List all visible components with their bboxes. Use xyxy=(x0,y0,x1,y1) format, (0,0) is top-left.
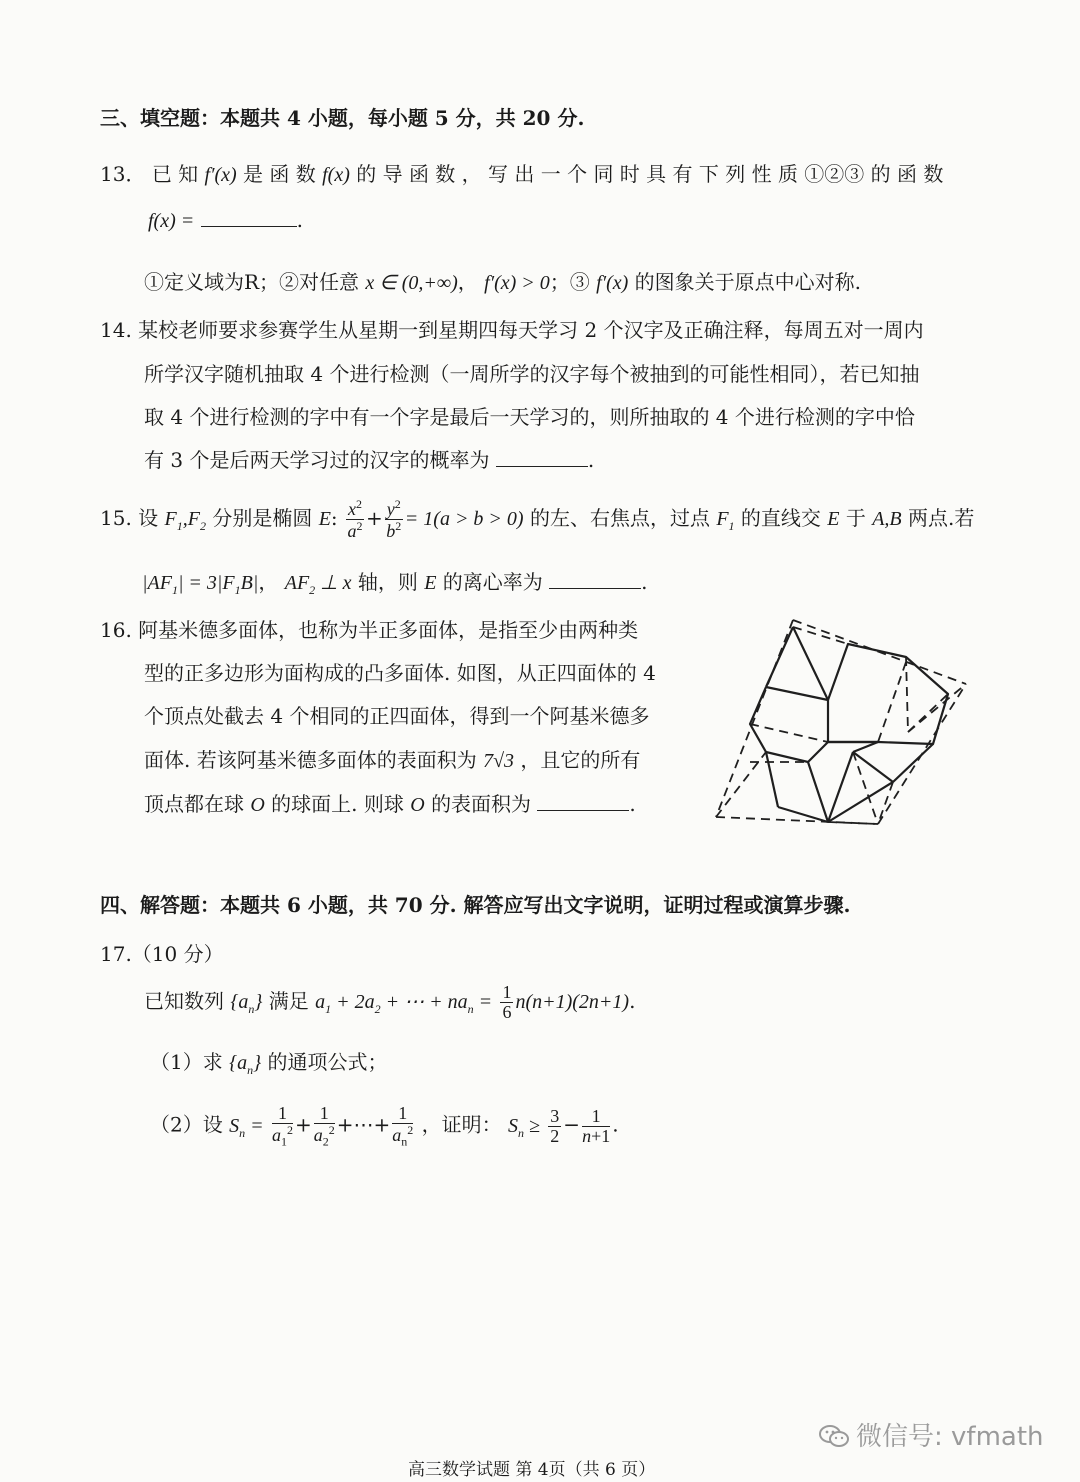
q17-given-b: 满足 xyxy=(268,988,309,1013)
q15-math-e: E xyxy=(827,507,840,530)
q15-answer-blank[interactable] xyxy=(549,587,641,589)
question-17-number: 17.（10 分） xyxy=(100,942,224,966)
q15-math-ellipse-name: E xyxy=(318,507,331,530)
q17-frac-2: $\frac{1}{a_2^2}$ xyxy=(313,1103,335,1149)
q16-math-o1: O xyxy=(250,794,265,816)
figure-hidden-edge xyxy=(793,627,848,644)
q17-part1-b: 的通项公式； xyxy=(267,1050,388,1074)
archimedean-polyhedron-figure xyxy=(708,612,973,832)
figure-hidden-edge xyxy=(853,752,878,824)
q13-math-fprime-2: f′(x) xyxy=(596,272,629,294)
q15-line2-c: 的离心率为 xyxy=(442,570,543,594)
q17-frac-n: $\frac{1}{a_n^2}$ xyxy=(392,1103,414,1149)
question-13-line-1 xyxy=(100,162,943,187)
q13-math-domain: x ∈ (0,+∞) xyxy=(365,272,458,294)
q17-math-rhs: n(n+1)(2n+1) xyxy=(515,990,630,1013)
section-4-heading: 四、解答题：本题共 6 小题，共 70 分. 解答应写出文字说明，证明过程或演算步骤. xyxy=(100,893,851,917)
q15-text-a: 分别是椭圆 xyxy=(212,505,313,530)
figure-solid-edge xyxy=(808,762,828,822)
q15-math-ab: A,B xyxy=(872,507,902,530)
q15-line2-a: ， xyxy=(258,570,279,594)
q17-part1-a: （1）求 xyxy=(150,1050,223,1074)
wechat-watermark xyxy=(818,1416,1044,1453)
q16-line5-a: 顶点都在球 xyxy=(144,792,244,816)
q15-math-e2: E xyxy=(424,572,437,594)
question-16-line-4 xyxy=(144,748,640,773)
question-16-line-5: 顶点都在球 O 的球面上. 则球 O 的表面积为 . xyxy=(144,792,636,816)
q17-frac-inverse: $\frac{1}{n+1}$ xyxy=(582,1105,611,1146)
figure-hidden-edge xyxy=(716,620,793,817)
figure-hidden-edge xyxy=(906,657,908,732)
q17-math-sn: $S_n$ = xyxy=(229,1114,264,1140)
q15-text-c: 的直线交 xyxy=(740,505,821,530)
q16-math-o2: O xyxy=(410,794,425,816)
figure-solid-edge xyxy=(778,807,828,822)
q13-math-positive: f′(x) > 0 xyxy=(484,272,550,294)
q13-props-b: ， xyxy=(457,270,478,294)
figure-solid-edge xyxy=(853,742,878,752)
q17-part2-b: ，证明： xyxy=(421,1112,502,1137)
figure-solid-edge xyxy=(828,782,893,822)
q16-answer-blank[interactable] xyxy=(537,809,629,811)
question-15-line-2: $|AF_1| = 3|F_1B|$， $AF_2$ ⊥ x 轴，则 E 的离心率为 . xyxy=(142,570,648,597)
q17-frac-1: $\frac{1}{a_1^2}$ xyxy=(271,1103,293,1149)
figure-hidden-edge xyxy=(750,724,828,742)
q17-given-a: 已知数列 xyxy=(144,988,224,1013)
q17-frac-sixth: $\frac{1}{6}$ xyxy=(502,982,512,1022)
watermark-text: 微信号: vfmath xyxy=(856,1422,1044,1452)
figure-solid-edge xyxy=(893,744,933,782)
q15-math-cond: = 1(a > b > 0) xyxy=(404,507,524,530)
q13-text-c: 的 导 函 数 ， 写 出 一 个 同 时 具 有 下 列 性 质 ①②③ 的 函 数 xyxy=(356,162,944,186)
q15-number: 15. 设 xyxy=(100,505,159,530)
q16-line4-a: 面体. 若该阿基米德多面体的表面积为 xyxy=(144,748,477,772)
question-16-line-1: 16. 阿基米德多面体，也称为半正多面体，是指至少由两种类 xyxy=(100,618,639,642)
question-17-given: 已知数列 $\{a_n\}$ 满足 $a_1 + 2a_2$ + ⋯ + $na_n$ = $\frac{1}{6}$ n(n+1)(2n+1). xyxy=(144,982,636,1022)
q15-text-e: 两点.若 xyxy=(907,505,975,530)
q17-part2-a: （2）设 xyxy=(150,1112,223,1137)
figure-hidden-edge xyxy=(878,782,893,824)
figure-hidden-edge xyxy=(908,684,966,732)
section-3-heading: 三、填空题：本题共 4 小题，每小题 5 分，共 20 分. xyxy=(100,106,585,130)
figure-hidden-edge xyxy=(716,817,878,824)
q17-math-seq-2: $\{a_n\}$ xyxy=(229,1052,262,1077)
question-13-line-2: f(x) = . xyxy=(148,208,303,232)
q15-math-foci: $F_1,F_2$ xyxy=(164,507,206,533)
q15-frac-y: $\frac{y^2}{b^2}$ xyxy=(386,497,402,541)
q13-text-b: 是 函 数 xyxy=(243,162,316,186)
wechat-icon xyxy=(818,1423,850,1449)
q15-line2-b: 轴，则 xyxy=(357,570,418,594)
q13-math-fprime: f′(x) xyxy=(204,164,237,186)
question-16-line-2: 型的正多边形为面构成的凸多面体. 如图，从正四面体的 4 xyxy=(144,661,656,685)
figure-hidden-edge xyxy=(878,662,906,742)
q13-props-c: ；③ xyxy=(549,270,590,294)
q16-math-area: 7√3 xyxy=(483,750,515,772)
q14-answer-blank[interactable] xyxy=(496,465,588,467)
figure-solid-outline xyxy=(750,644,948,762)
q16-line4-b: ，且它的所有 xyxy=(520,748,641,772)
question-14-line-1: 14. 某校老师要求参赛学生从星期一到星期四每天学习 2 个汉字及正确注释，每周五对一周内 xyxy=(100,318,924,342)
figure-solid-edge xyxy=(828,752,853,822)
figure-solid-edge xyxy=(793,627,828,700)
q14-text: 有 3 个是后两天学习过的汉字的概率为 xyxy=(144,448,490,472)
figure-solid-edge xyxy=(766,752,778,807)
q15-text-b: 的左、右焦点，过点 xyxy=(529,505,710,530)
q17-math-ineq: $S_n$ ≥ xyxy=(507,1114,540,1140)
q13-props-a: ①定义域为R；②对任意 xyxy=(144,270,360,294)
page-footer: 高三数学试题 第 4页（共 6 页） xyxy=(408,1460,656,1480)
q13-props-d: 的图象关于原点中心对称. xyxy=(634,270,861,294)
q15-math-f1: $F_1$ xyxy=(716,507,735,533)
q13-fx-eq: f(x) = xyxy=(148,210,195,232)
q16-line5-c: 的表面积为 xyxy=(431,792,532,816)
question-15-line-1: 15. 设 $F_1,F_2$ 分别是椭圆 E: $\frac{x^2}{a^2}$ + $\frac{y^2}{b^2}$ = 1(a > b > 0) 的左、右焦点，过点 $F_1$ 的直线交 E 于 A,B 两点.若 xyxy=(100,497,975,541)
question-14-line-3: 取 4 个进行检测的字中有一个字是最后一天学习的，则所抽取的 4 个进行检测的字中恰 xyxy=(144,405,915,429)
question-14-line-4: 有 3 个是后两天学习过的汉字的概率为 . xyxy=(144,448,595,472)
q15-math-ratio: $|AF_1| = 3|F_1B|$ xyxy=(142,572,259,597)
question-17-part-2: （2）设 $S_n$ = $\frac{1}{a_1^2}$ + $\frac{1}{a_2^2}$ +⋯+ $\frac{1}{a_n^2}$ ，证明： $S_n$ ≥ $\frac{3}{2}$ − $\frac{1}{n+1}$ . xyxy=(150,1103,619,1149)
q13-answer-blank[interactable] xyxy=(201,225,297,227)
q16-line5-b: 的球面上. 则球 xyxy=(271,792,404,816)
question-13-properties xyxy=(144,270,861,295)
figure-hidden-edge xyxy=(793,620,966,684)
q13-math-f: f(x) xyxy=(322,164,350,186)
q15-text-d: 于 xyxy=(845,505,866,530)
question-13-number: 13． xyxy=(100,162,146,186)
q15-math-perp: $AF_2$ ⊥ x xyxy=(284,572,352,597)
q17-math-sum: $a_1 + 2a_2$ + ⋯ + $na_n$ = xyxy=(315,990,493,1016)
q17-math-seq: $\{a_n\}$ xyxy=(230,990,263,1016)
question-16-line-3: 个顶点处截去 4 个相同的正四面体，得到一个阿基米德多 xyxy=(144,704,650,728)
question-17-part-1 xyxy=(150,1050,387,1077)
q13-text-a: 已 知 xyxy=(151,162,199,186)
q15-frac-x: $\frac{x^2}{a^2}$ xyxy=(347,497,363,541)
question-14-line-2: 所学汉字随机抽取 4 个进行检测（一周所学的汉字每个被抽到的可能性相同），若已知抽 xyxy=(144,362,920,386)
q17-frac-three-halves: $\frac{3}{2}$ xyxy=(550,1105,560,1146)
